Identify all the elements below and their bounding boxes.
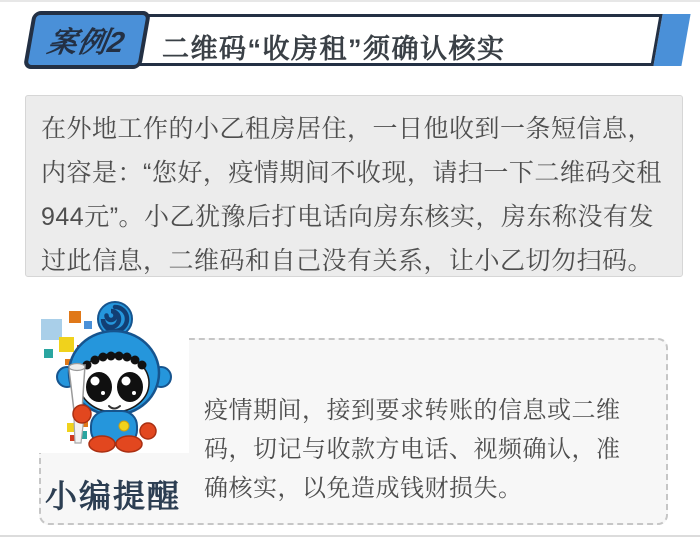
reminder-line: 确核实，以免造成钱财损失。 [204,475,523,502]
story-line: 内容是：“您好，疫情期间不收现，请扫一下二维码交租 [41,159,662,187]
mascot-shoe-right [116,436,142,452]
mascot-image [29,293,189,453]
top-divider [0,0,700,2]
page-title: 二维码“收房租”须确认核实 [162,34,506,64]
story-line: 944元”。小乙犹豫后打电话向房东核实，房东称没有发 [41,203,655,231]
case-story-box [25,95,683,277]
mascot-mitten-left [73,405,91,423]
story-line: 在外地工作的小乙租房居住，一日他收到一条短信息， [41,115,654,143]
story-line: 过此信息，二维码和自己没有关系，让小乙切勿扫码。 [41,247,654,275]
mascot-badge [119,421,129,431]
reminder-line: 疫情期间，接到要求转账的信息或二维 [204,397,621,424]
mascot-mitten-right [140,423,156,439]
bottom-divider [0,535,700,537]
mascot-shoe-left [89,436,115,452]
mascot-svg [29,293,189,453]
editor-reminder-label: 小编提醒 [45,478,182,514]
case-number-badge-label: 案例2 [45,26,128,59]
reminder-line: 码，切记与收款方电话、视频确认，准 [204,436,621,463]
reminder-text [204,391,621,508]
case-number-badge [23,11,151,69]
